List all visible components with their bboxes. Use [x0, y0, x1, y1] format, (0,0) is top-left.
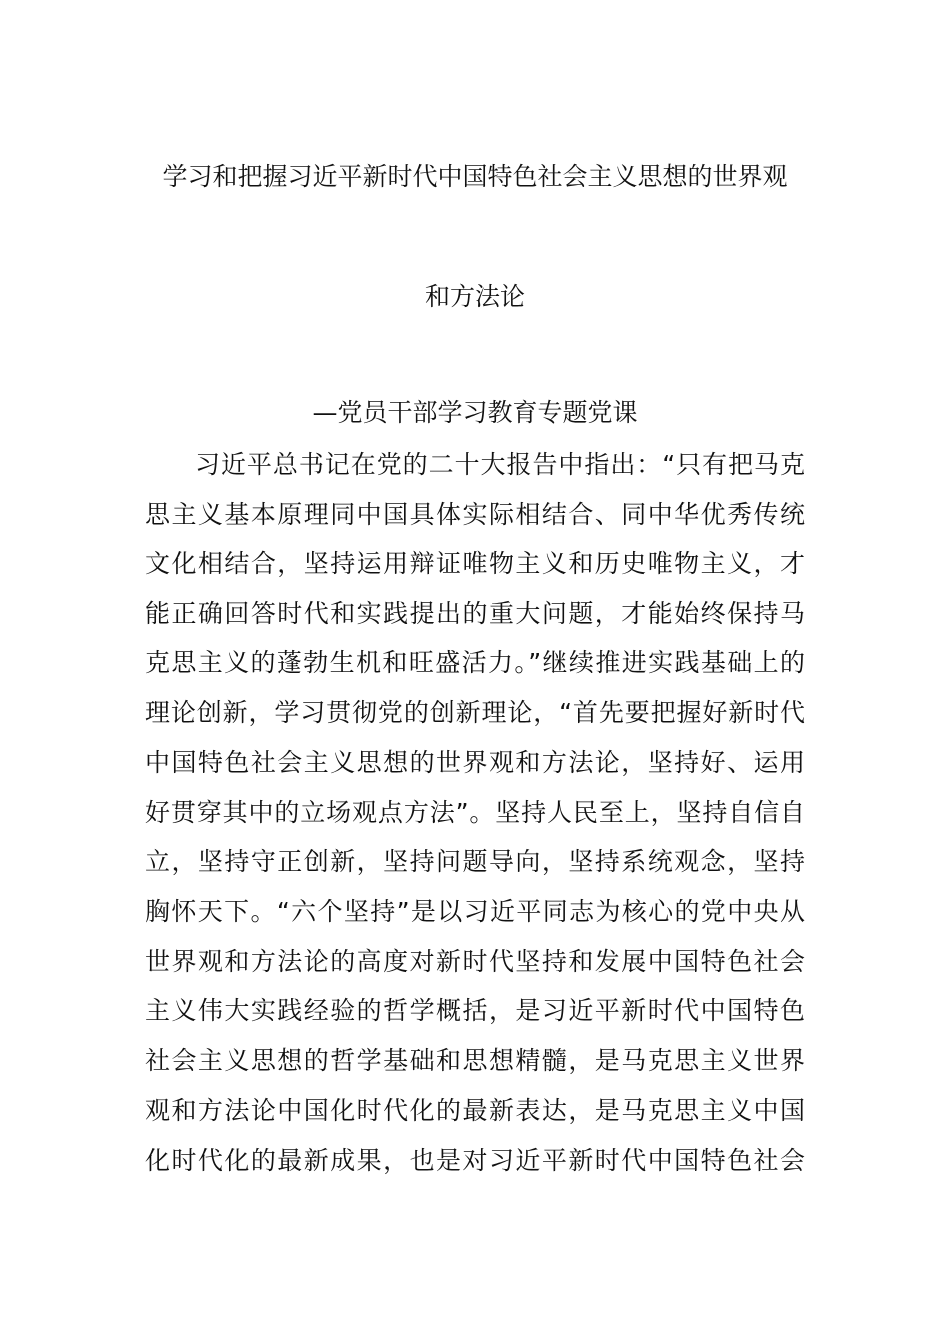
body-line: 中国特色社会主义思想的世界观和方法论，坚持好、运用 [145, 748, 805, 777]
body-line: 世界观和方法论的高度对新时代坚持和发展中国特色社会 [145, 947, 805, 976]
body-line: 化时代化的最新成果，也是对习近平新时代中国特色社会 [145, 1146, 805, 1175]
body-line: 社会主义思想的哲学基础和思想精髓，是马克思主义世界 [145, 1046, 805, 1075]
body-line: 习近平总书记在党的二十大报告中指出：“只有把马克 [195, 450, 805, 479]
body-line: 观和方法论中国化时代化的最新表达，是马克思主义中国 [145, 1096, 805, 1125]
body-line: 克思主义的蓬勃生机和旺盛活力。”继续推进实践基础上的 [145, 648, 805, 677]
body-line: 立，坚持守正创新，坚持问题导向，坚持系统观念，坚持 [145, 847, 805, 876]
body-line: 思主义基本原理同中国具体实际相结合、同中华优秀传统 [145, 500, 805, 529]
document-title-line-1: 学习和把握习近平新时代中国特色社会主义思想的世界观 [162, 162, 788, 191]
body-line: 文化相结合，坚持运用辩证唯物主义和历史唯物主义，才 [145, 549, 805, 578]
document-subtitle: —党员干部学习教育专题党课 [312, 398, 638, 427]
body-line: 能正确回答时代和实践提出的重大问题，才能始终保持马 [145, 599, 805, 628]
document-title-line-2: 和方法论 [424, 282, 525, 311]
body-line: 主义伟大实践经验的哲学概括，是习近平新时代中国特色 [145, 996, 805, 1025]
body-line: 胸怀天下。“六个坚持”是以习近平同志为核心的党中央从 [145, 897, 805, 926]
body-line: 理论创新，学习贯彻党的创新理论，“首先要把握好新时代 [145, 698, 805, 727]
body-line: 好贯穿其中的立场观点方法”。坚持人民至上，坚持自信自 [145, 798, 805, 827]
